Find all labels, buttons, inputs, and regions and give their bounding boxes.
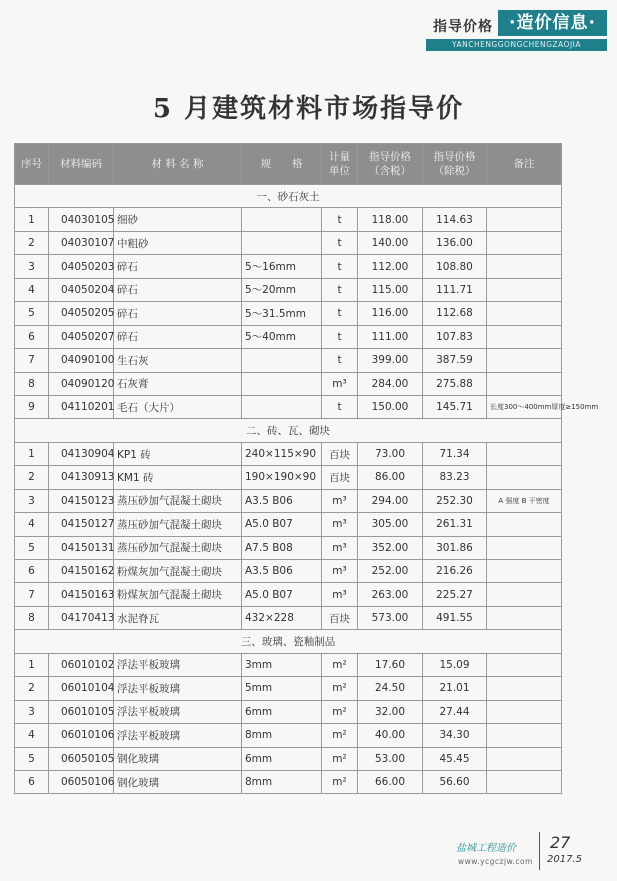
price-with-tax: 252.00: [358, 560, 423, 583]
material-name: KP1 砖: [114, 442, 242, 465]
row-index: 8: [15, 372, 49, 395]
col-header-price-tax: 指导价格（含税）: [358, 144, 423, 185]
price-with-tax: 399.00: [358, 349, 423, 372]
price-with-tax: 352.00: [358, 536, 423, 559]
material-spec: 190×190×90: [242, 466, 322, 489]
material-name: 石灰膏: [114, 372, 242, 395]
price-without-tax: 56.60: [423, 770, 487, 793]
note: [487, 747, 562, 770]
row-index: 7: [15, 583, 49, 606]
unit: t: [322, 255, 358, 278]
unit: 百块: [322, 606, 358, 629]
note: [487, 700, 562, 723]
price-without-tax: 107.83: [423, 325, 487, 348]
note: [487, 606, 562, 629]
row-index: 7: [15, 349, 49, 372]
section-header-row: [15, 419, 562, 442]
row-index: 2: [15, 677, 49, 700]
row-index: 5: [15, 747, 49, 770]
material-spec: A3.5 B06: [242, 560, 322, 583]
row-index: 4: [15, 278, 49, 301]
price-with-tax: 150.00: [358, 395, 423, 418]
note: A 强度 B 干密度: [487, 489, 562, 512]
material-code: 04050205: [49, 302, 114, 325]
price-without-tax: 27.44: [423, 700, 487, 723]
row-index: 1: [15, 208, 49, 231]
col-header-unit: 计量单位: [322, 144, 358, 185]
table-row: [15, 302, 562, 325]
price-without-tax: 275.88: [423, 372, 487, 395]
footer-divider: [539, 832, 540, 870]
table-row: [15, 513, 562, 536]
section-title: 三、玻璃、瓷釉制品: [15, 630, 562, 653]
material-code: 06010102: [49, 653, 114, 676]
price-without-tax: 71.34: [423, 442, 487, 465]
material-name: 毛石（大片）: [114, 395, 242, 418]
note: [487, 231, 562, 254]
row-index: 1: [15, 653, 49, 676]
material-name: 蒸压砂加气混凝土砌块: [114, 513, 242, 536]
material-spec: 432×228: [242, 606, 322, 629]
unit: t: [322, 278, 358, 301]
price-with-tax: 17.60: [358, 653, 423, 676]
col-header-spec: 规 格: [242, 144, 322, 185]
unit: m²: [322, 653, 358, 676]
col-header-code: 材料编码: [49, 144, 114, 185]
note: [487, 325, 562, 348]
unit: m³: [322, 489, 358, 512]
material-name: 碎石: [114, 278, 242, 301]
material-code: 04090120: [49, 372, 114, 395]
page-title: 5 月建筑材料市场指导价: [152, 94, 465, 124]
material-name: 生石灰: [114, 349, 242, 372]
price-without-tax: 114.63: [423, 208, 487, 231]
price-without-tax: 216.26: [423, 560, 487, 583]
price-without-tax: 111.71: [423, 278, 487, 301]
table-row: [15, 466, 562, 489]
unit: m³: [322, 372, 358, 395]
material-spec: 5～16mm: [242, 255, 322, 278]
price-with-tax: 66.00: [358, 770, 423, 793]
price-without-tax: 252.30: [423, 489, 487, 512]
material-spec: 5mm: [242, 677, 322, 700]
material-code: 04150123: [49, 489, 114, 512]
material-spec: A5.0 B07: [242, 583, 322, 606]
note: [487, 513, 562, 536]
unit: m²: [322, 747, 358, 770]
material-spec: 5～31.5mm: [242, 302, 322, 325]
table-row: [15, 208, 562, 231]
unit: t: [322, 349, 358, 372]
unit: m³: [322, 583, 358, 606]
table-row: [15, 770, 562, 793]
footer-logo: 盐城工程造价: [456, 843, 516, 854]
price-with-tax: 294.00: [358, 489, 423, 512]
table-row: [15, 560, 562, 583]
material-code: 04150163: [49, 583, 114, 606]
material-code: 04050207: [49, 325, 114, 348]
material-spec: 240×115×90: [242, 442, 322, 465]
price-with-tax: 305.00: [358, 513, 423, 536]
price-without-tax: 112.68: [423, 302, 487, 325]
table-row: [15, 325, 562, 348]
row-index: 2: [15, 466, 49, 489]
material-spec: [242, 208, 322, 231]
table-row: [15, 724, 562, 747]
material-code: 04170413: [49, 606, 114, 629]
material-code: 04090100: [49, 349, 114, 372]
material-spec: 5～40mm: [242, 325, 322, 348]
row-index: 6: [15, 560, 49, 583]
row-index: 5: [15, 302, 49, 325]
unit: t: [322, 395, 358, 418]
price-without-tax: 491.55: [423, 606, 487, 629]
unit: t: [322, 325, 358, 348]
price-without-tax: 34.30: [423, 724, 487, 747]
note: [487, 278, 562, 301]
table-row: [15, 700, 562, 723]
row-index: 6: [15, 325, 49, 348]
material-name: 碎石: [114, 255, 242, 278]
note: [487, 208, 562, 231]
unit: t: [322, 302, 358, 325]
price-with-tax: 112.00: [358, 255, 423, 278]
price-without-tax: 387.59: [423, 349, 487, 372]
note: [487, 560, 562, 583]
price-without-tax: 301.86: [423, 536, 487, 559]
material-spec: 6mm: [242, 747, 322, 770]
table-row: [15, 747, 562, 770]
material-code: 04130913: [49, 466, 114, 489]
price-with-tax: 284.00: [358, 372, 423, 395]
material-spec: 5～20mm: [242, 278, 322, 301]
row-index: 4: [15, 513, 49, 536]
row-index: 4: [15, 724, 49, 747]
table-row: [15, 395, 562, 418]
material-name: 钢化玻璃: [114, 747, 242, 770]
row-index: 3: [15, 489, 49, 512]
table-row: [15, 442, 562, 465]
material-code: 04130904: [49, 442, 114, 465]
price-without-tax: 45.45: [423, 747, 487, 770]
row-index: 3: [15, 255, 49, 278]
material-spec: A7.5 B08: [242, 536, 322, 559]
material-name: 浮法平板玻璃: [114, 724, 242, 747]
note: [487, 466, 562, 489]
col-header-note: 备注: [487, 144, 562, 185]
material-code: 06050105: [49, 747, 114, 770]
table-row: [15, 653, 562, 676]
price-without-tax: 21.01: [423, 677, 487, 700]
price-with-tax: 73.00: [358, 442, 423, 465]
material-name: 水泥脊瓦: [114, 606, 242, 629]
table-row: [15, 677, 562, 700]
price-without-tax: 15.09: [423, 653, 487, 676]
price-without-tax: 83.23: [423, 466, 487, 489]
price-without-tax: 261.31: [423, 513, 487, 536]
note: [487, 583, 562, 606]
material-code: 06010106: [49, 724, 114, 747]
material-code: 04150127: [49, 513, 114, 536]
note: [487, 724, 562, 747]
price-with-tax: 24.50: [358, 677, 423, 700]
price-with-tax: 140.00: [358, 231, 423, 254]
material-spec: [242, 372, 322, 395]
material-spec: A5.0 B07: [242, 513, 322, 536]
material-spec: 8mm: [242, 770, 322, 793]
note: 长度300～400mm厚度≥150mm: [487, 395, 562, 418]
note: [487, 653, 562, 676]
price-without-tax: 108.80: [423, 255, 487, 278]
section-header-row: [15, 185, 562, 208]
footer-website: www.ycgczjw.com: [458, 857, 533, 866]
material-code: 04050203: [49, 255, 114, 278]
unit: m²: [322, 677, 358, 700]
material-spec: [242, 349, 322, 372]
price-without-tax: 136.00: [423, 231, 487, 254]
material-code: 06010104: [49, 677, 114, 700]
unit: m²: [322, 770, 358, 793]
material-spec: [242, 231, 322, 254]
page-number: 27: [550, 833, 571, 852]
col-header-name: 材 料 名 称: [114, 144, 242, 185]
price-with-tax: 115.00: [358, 278, 423, 301]
unit: m³: [322, 513, 358, 536]
note: [487, 536, 562, 559]
table-row: [15, 349, 562, 372]
table-row: [15, 606, 562, 629]
table-header-row: [15, 144, 562, 185]
row-index: 3: [15, 700, 49, 723]
material-name: 中粗砂: [114, 231, 242, 254]
price-with-tax: 53.00: [358, 747, 423, 770]
material-code: 04050204: [49, 278, 114, 301]
note: [487, 442, 562, 465]
material-name: 细砂: [114, 208, 242, 231]
unit: 百块: [322, 466, 358, 489]
price-with-tax: 86.00: [358, 466, 423, 489]
material-spec: 8mm: [242, 724, 322, 747]
material-code: 04150131: [49, 536, 114, 559]
note: [487, 302, 562, 325]
note: [487, 770, 562, 793]
note: [487, 349, 562, 372]
section-header-row: [15, 630, 562, 653]
price-with-tax: 40.00: [358, 724, 423, 747]
unit: m³: [322, 560, 358, 583]
material-code: 04030107: [49, 231, 114, 254]
col-header-index: 序号: [15, 144, 49, 185]
section-title: 二、砖、瓦、砌块: [15, 419, 562, 442]
material-name: 浮法平板玻璃: [114, 700, 242, 723]
note: [487, 255, 562, 278]
unit: m²: [322, 700, 358, 723]
material-code: 04150162: [49, 560, 114, 583]
unit: m²: [322, 724, 358, 747]
table-row: [15, 489, 562, 512]
material-name: 浮法平板玻璃: [114, 653, 242, 676]
unit: m³: [322, 536, 358, 559]
material-code: 06050106: [49, 770, 114, 793]
unit: t: [322, 231, 358, 254]
issue-date: 2017.5: [547, 854, 582, 865]
row-index: 6: [15, 770, 49, 793]
section-label: 指导价格: [433, 19, 493, 35]
brand-pinyin: YANCHENGGONGCHENGZAOJIA: [426, 39, 607, 51]
price-with-tax: 32.00: [358, 700, 423, 723]
row-index: 1: [15, 442, 49, 465]
price-without-tax: 225.27: [423, 583, 487, 606]
material-code: 04110201: [49, 395, 114, 418]
material-spec: 6mm: [242, 700, 322, 723]
note: [487, 372, 562, 395]
material-name: 钢化玻璃: [114, 770, 242, 793]
price-with-tax: 573.00: [358, 606, 423, 629]
material-name: 蒸压砂加气混凝土砌块: [114, 536, 242, 559]
material-spec: A3.5 B06: [242, 489, 322, 512]
material-code: 06010105: [49, 700, 114, 723]
material-name: 碎石: [114, 325, 242, 348]
brand-banner: ·造价信息·: [498, 10, 607, 36]
material-name: 浮法平板玻璃: [114, 677, 242, 700]
price-with-tax: 116.00: [358, 302, 423, 325]
material-name: 碎石: [114, 302, 242, 325]
price-with-tax: 111.00: [358, 325, 423, 348]
material-name: 粉煤灰加气混凝土砌块: [114, 560, 242, 583]
row-index: 9: [15, 395, 49, 418]
table-row: [15, 278, 562, 301]
table-row: [15, 583, 562, 606]
table-row: [15, 372, 562, 395]
material-code: 04030105: [49, 208, 114, 231]
section-title: 一、砂石灰土: [15, 185, 562, 208]
note: [487, 677, 562, 700]
material-spec: 3mm: [242, 653, 322, 676]
row-index: 5: [15, 536, 49, 559]
price-without-tax: 145.71: [423, 395, 487, 418]
table-row: [15, 231, 562, 254]
table-row: [15, 536, 562, 559]
material-spec: [242, 395, 322, 418]
material-name: 蒸压砂加气混凝土砌块: [114, 489, 242, 512]
material-name: KM1 砖: [114, 466, 242, 489]
row-index: 2: [15, 231, 49, 254]
unit: 百块: [322, 442, 358, 465]
price-with-tax: 263.00: [358, 583, 423, 606]
material-name: 粉煤灰加气混凝土砌块: [114, 583, 242, 606]
row-index: 8: [15, 606, 49, 629]
price-with-tax: 118.00: [358, 208, 423, 231]
price-table: [14, 143, 599, 794]
table-row: [15, 255, 562, 278]
col-header-price-notax: 指导价格（除税）: [423, 144, 487, 185]
unit: t: [322, 208, 358, 231]
